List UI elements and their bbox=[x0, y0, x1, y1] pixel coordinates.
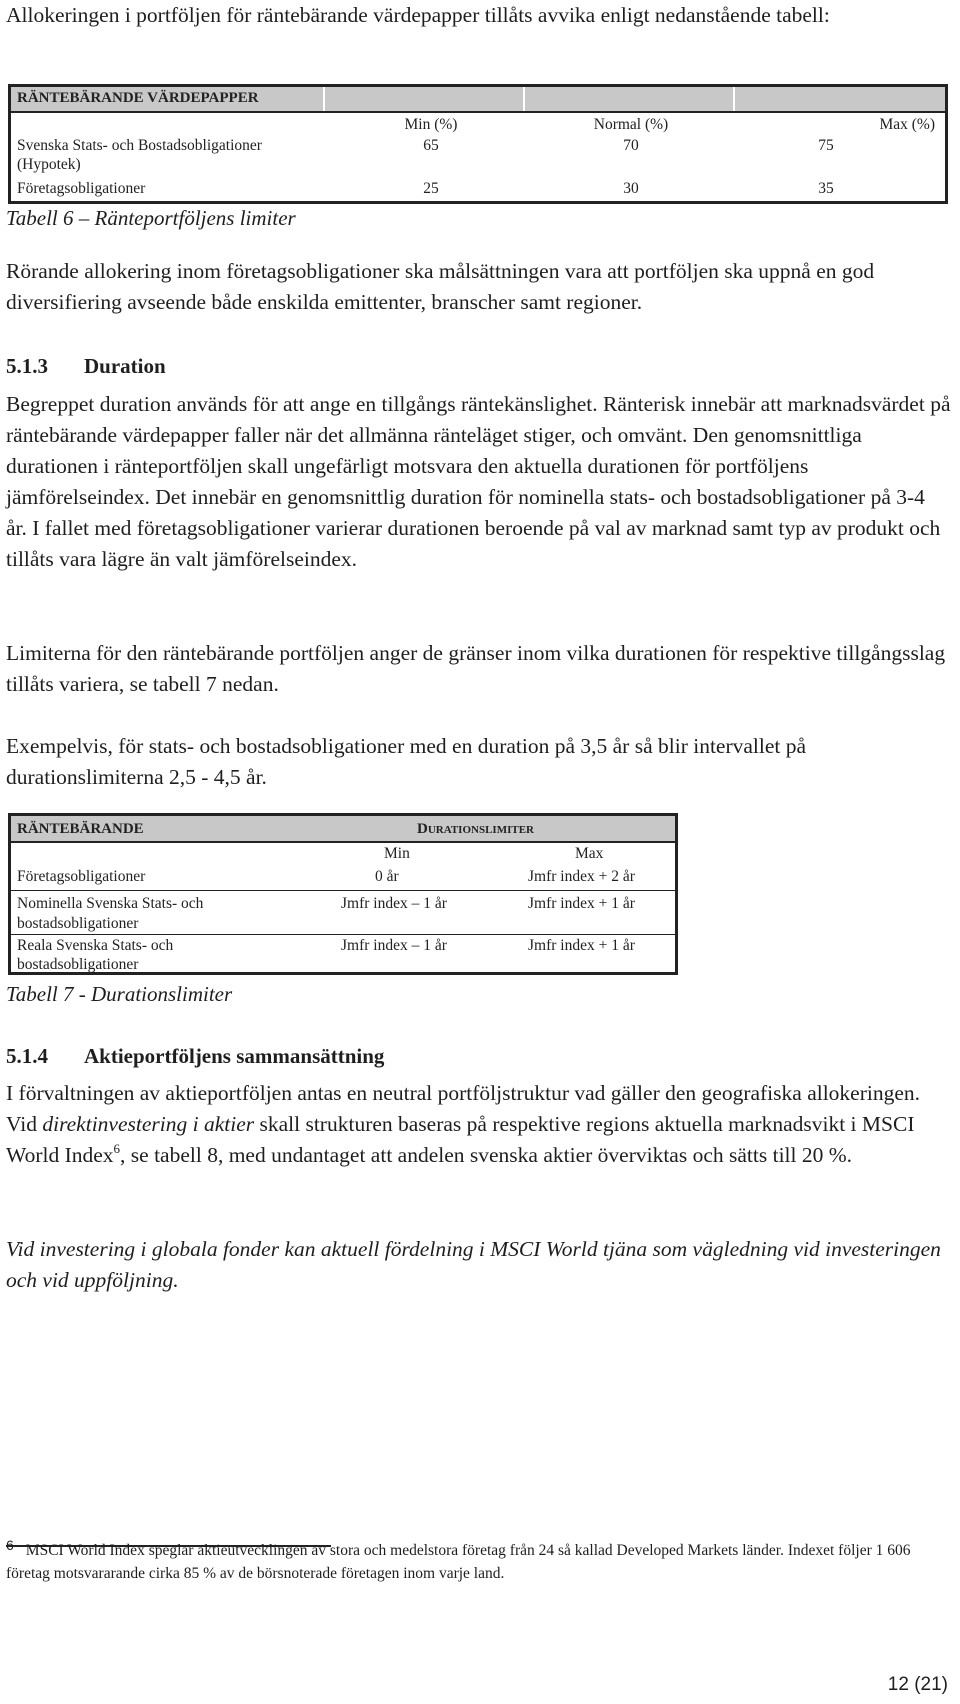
table-cell-min: 65 bbox=[423, 137, 439, 154]
paragraph-duration-1: Begreppet duration används för att ange en tillgångs räntekänslighet. Ränterisk innebär att marknadsvärdet på räntebärande värdepapper faller när det allmänna ränteläget stiger, och omvänt. Den genomsnittliga durationen i ränteportföljen skall ungefärligt motsvara den aktuella durationen för portföljens jämförelseindex. Det innebär en genomsnittlig duration för nominella stats- och bostadsobligationer på 3-4 år. I fallet med företagsobligationer varierar durationen beroende på val av marknad samt typ av produkt och tillåts vara lägre än valt jämförelseindex. bbox=[6, 392, 951, 571]
table-row-label-cont: bostadsobligationer bbox=[17, 956, 139, 973]
table-header-label: RÄNTEBÄRANDE bbox=[17, 821, 144, 837]
paragraph-italic-text: direktinvestering i aktier bbox=[42, 1112, 255, 1136]
table-header-label-right: Durationslimiter bbox=[417, 821, 534, 837]
table-header-label: RÄNTEBÄRANDE VÄRDEPAPPER bbox=[17, 90, 259, 106]
table-6-caption: Tabell 6 – Ränteportföljens limiter bbox=[6, 206, 296, 230]
section-number: 5.1.4 bbox=[6, 1044, 48, 1068]
table-row-label: Reala Svenska Stats- och bbox=[17, 937, 174, 954]
table-6-rantebarande bbox=[8, 84, 948, 204]
table-cell-min: Jmfr index – 1 år bbox=[341, 895, 447, 912]
table-cell-normal: 70 bbox=[623, 137, 639, 154]
page-number: 12 (21) bbox=[887, 1674, 948, 1695]
section-heading-duration bbox=[6, 353, 166, 379]
table-cell-normal: 30 bbox=[623, 180, 639, 197]
table-row-label-cont: (Hypotek) bbox=[17, 156, 81, 173]
row-divider bbox=[11, 934, 675, 935]
table-cell-max: Jmfr index + 2 år bbox=[528, 868, 635, 885]
section-heading-aktieportfolj bbox=[6, 1043, 384, 1069]
table-7-durationslimiter bbox=[8, 813, 678, 975]
table-cell-max: Jmfr index + 1 år bbox=[528, 895, 635, 912]
col-min-header: Min (%) bbox=[404, 116, 458, 133]
table-cell-max: Jmfr index + 1 år bbox=[528, 937, 635, 954]
footnote-text: MSCI World Index speglar aktieutvecklingen av stora och medelstora företag från 24 så kallad Developed Markets länder. Indexet följer 1 606 företag motsvararande cirka 85 % av de börsnoterade företagen inom varje land. bbox=[6, 1542, 911, 1582]
paragraph-duration-3: Exempelvis, för stats- och bostadsobligationer med en duration på 3,5 år så blir intervallet på durationslimiterna 2,5 - 4,5 år. bbox=[6, 734, 807, 789]
paragraph-aktieportfolj bbox=[6, 1078, 951, 1171]
col-max-header: Max (%) bbox=[879, 116, 935, 133]
table-cell-min: 25 bbox=[423, 180, 439, 197]
row-divider bbox=[11, 890, 675, 891]
table-row-label: Svenska Stats- och Bostadsobligationer bbox=[17, 137, 262, 154]
section-title: Duration bbox=[84, 354, 166, 378]
section-title: Aktieportföljens sammansättning bbox=[84, 1044, 385, 1068]
table-row-label: Företagsobligationer bbox=[17, 868, 146, 885]
paragraph-duration-2: Limiterna för den räntebärande portföljen anger de gränser inom vilka durationen för respektive tillgångsslag tillåts variera, se tabell 7 nedan. bbox=[6, 641, 946, 696]
table-cell-max: 75 bbox=[818, 137, 834, 154]
paragraph-text: , se tabell 8, med undantaget att andelen svenska aktier överviktas och sätts till 20 %. bbox=[120, 1143, 853, 1167]
table-cell-min: 0 år bbox=[375, 868, 399, 885]
table-cell-min: Jmfr index – 1 år bbox=[341, 937, 447, 954]
footnote bbox=[6, 1534, 951, 1585]
paragraph-text: I förvaltningen av aktieportföljen antas en neutral portföljstruktur vad gäller den geografiska allokeringen. Vid bbox=[6, 1081, 921, 1136]
header-divider bbox=[323, 87, 325, 111]
section-number: 5.1.3 bbox=[6, 354, 48, 378]
table-row-label: Företagsobligationer bbox=[17, 180, 146, 197]
footnote-reference[interactable]: 6 bbox=[113, 1141, 121, 1156]
table-row-label-cont: bostadsobligationer bbox=[17, 915, 139, 932]
col-min-header: Min bbox=[384, 845, 410, 862]
paragraph-fonder: Vid investering i globala fonder kan aktuell fördelning i MSCI World tjäna som vägledning vid investeringen och vid uppföljning. bbox=[6, 1237, 941, 1292]
col-max-header: Max bbox=[575, 845, 604, 862]
table-7-caption: Tabell 7 - Durationslimiter bbox=[6, 982, 233, 1006]
col-normal-header: Normal (%) bbox=[593, 116, 669, 133]
table-cell-max: 35 bbox=[818, 180, 834, 197]
table-row-label: Nominella Svenska Stats- och bbox=[17, 895, 204, 912]
paragraph-text: skall strukturen baseras på respektive regions aktuella marknadsvikt i MSCI World Index bbox=[6, 1112, 915, 1167]
paragraph-allokering: Rörande allokering inom företagsobligationer ska målsättningen vara att portföljen ska uppnå en god diversifiering avseende både enskilda emittenter, branscher samt regioner. bbox=[6, 259, 875, 314]
header-divider bbox=[733, 87, 735, 111]
footnote-number: 6 bbox=[6, 1537, 14, 1553]
header-divider bbox=[523, 87, 525, 111]
intro-paragraph: Allokeringen i portföljen för räntebärande värdepapper tillåts avvika enligt nedanstående tabell: bbox=[6, 3, 830, 27]
